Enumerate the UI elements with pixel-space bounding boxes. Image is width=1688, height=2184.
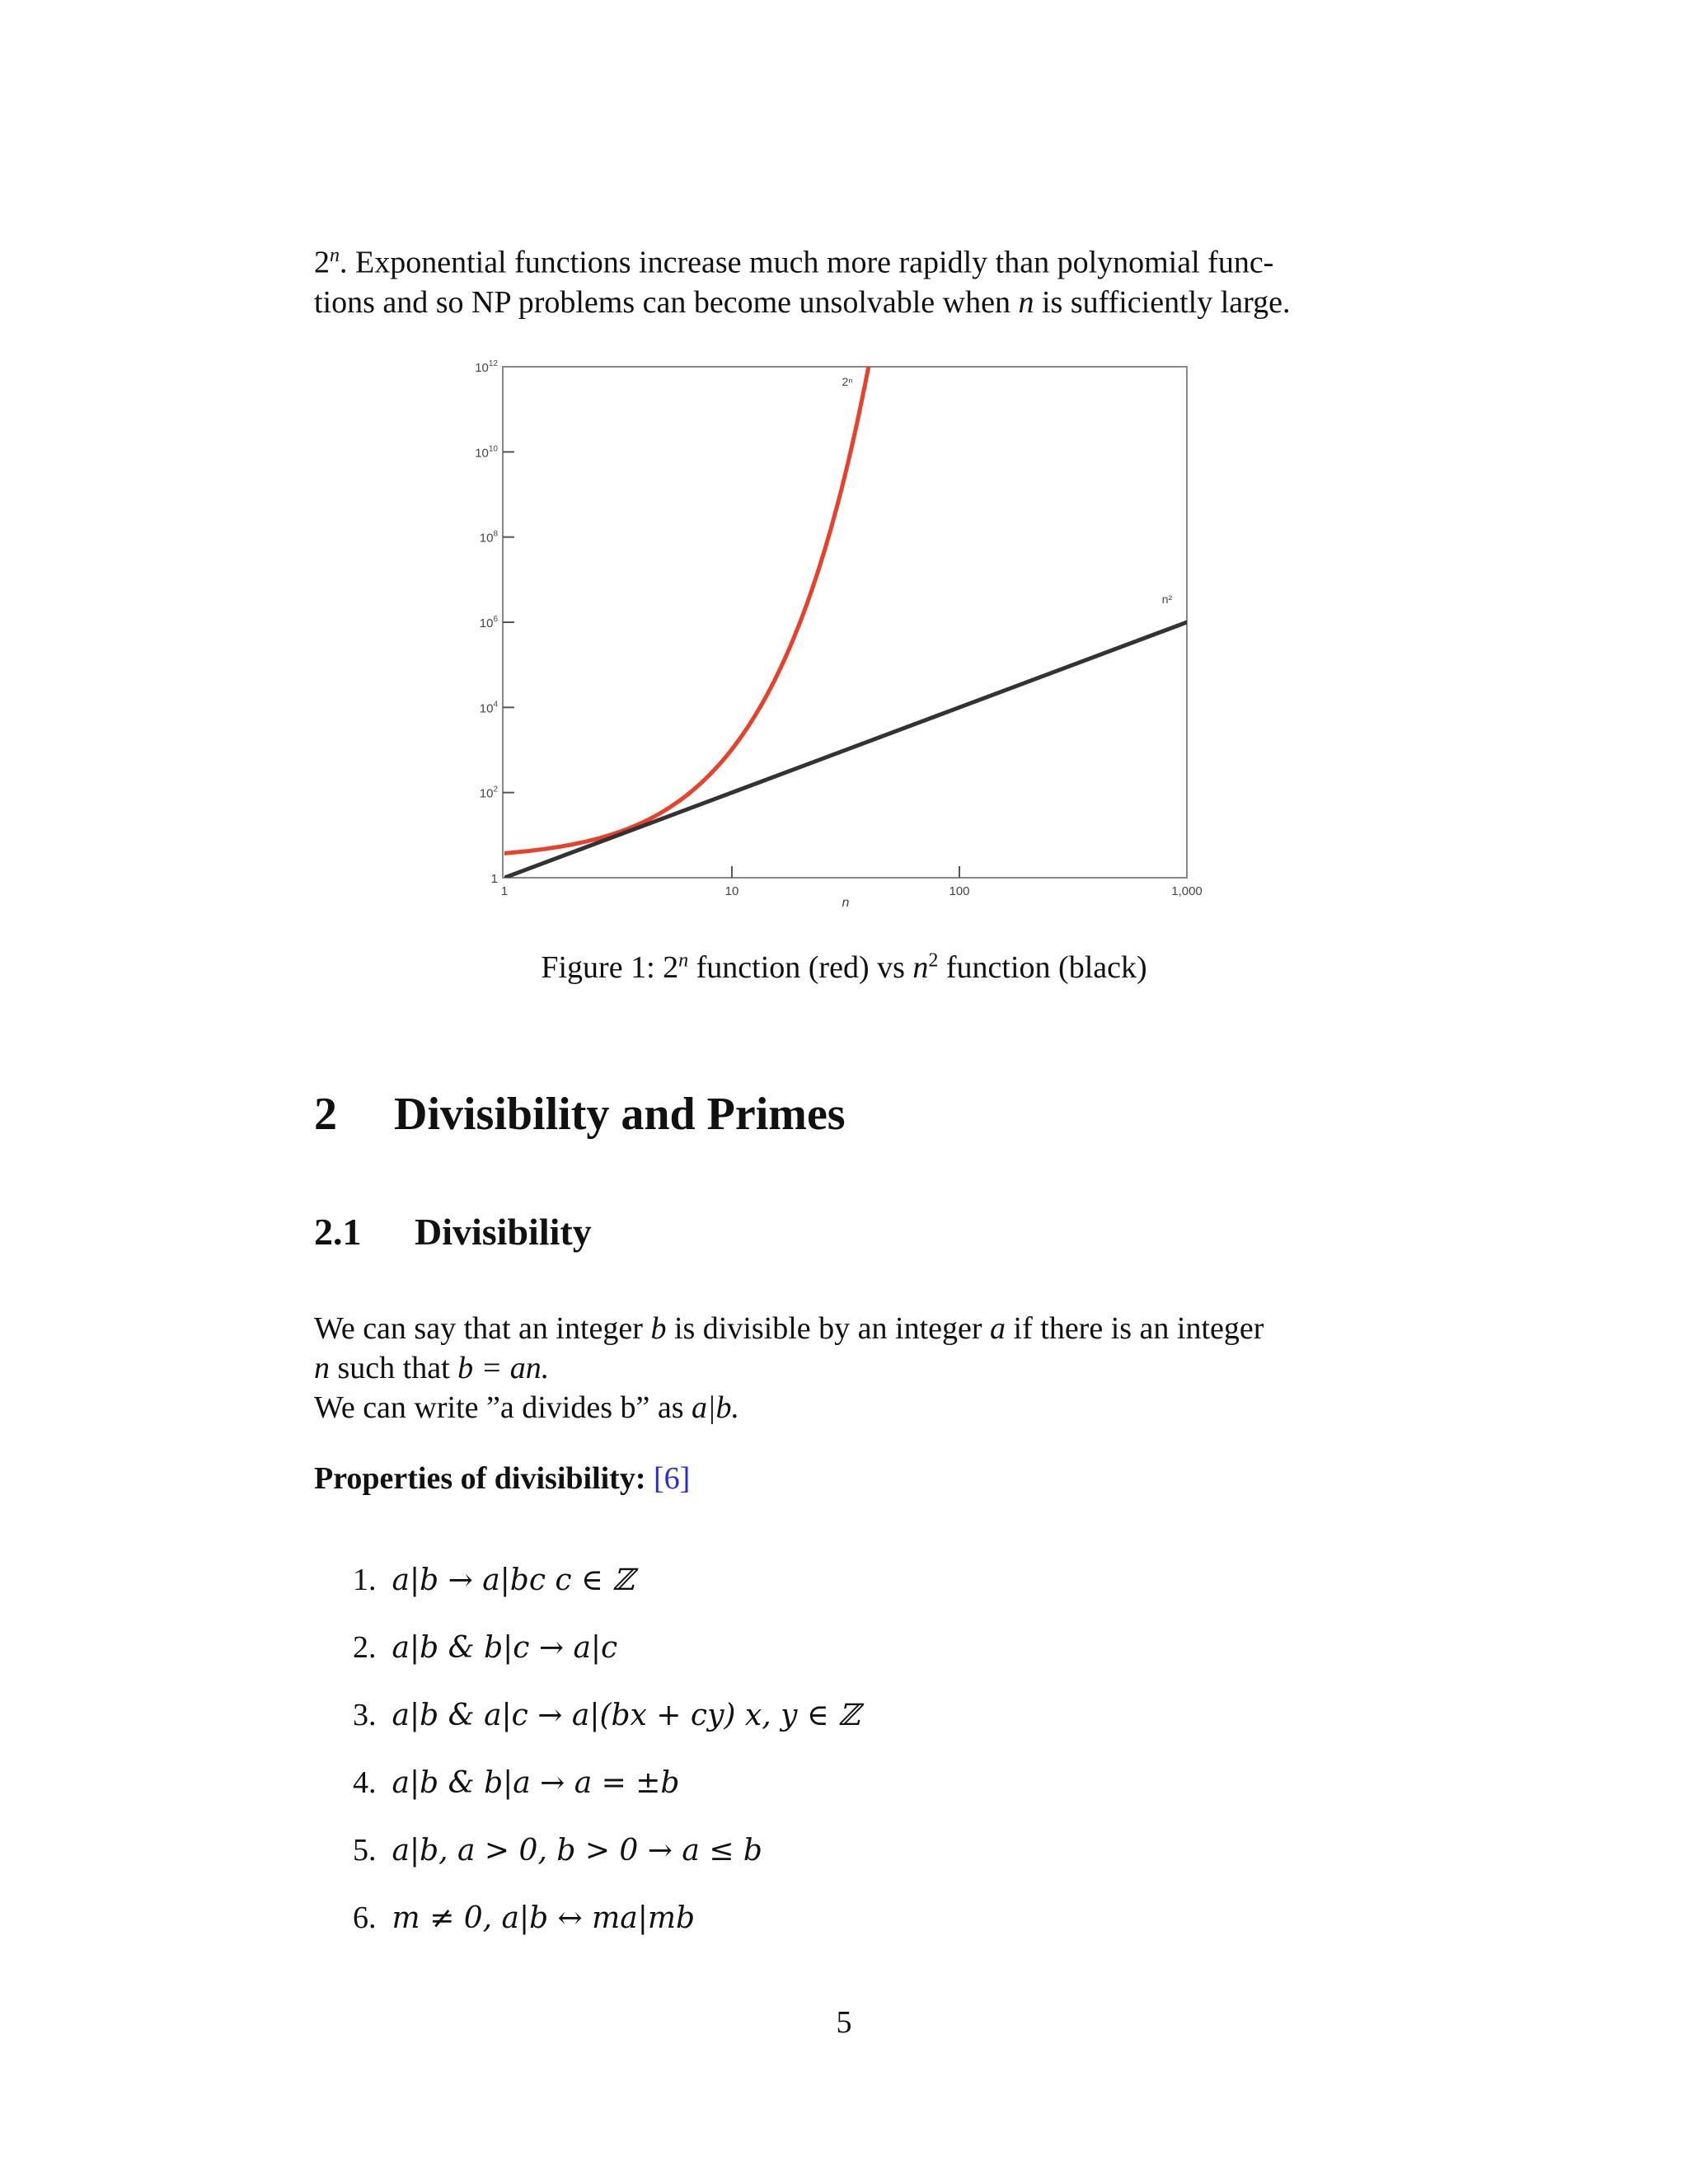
x-axis-ticks — [501, 866, 1203, 898]
caption-exponent-1: n — [678, 949, 689, 972]
def-text: if there is an integer — [1006, 1311, 1264, 1346]
caption-text-3: function (black) — [938, 950, 1147, 985]
def-var-b: b — [650, 1311, 667, 1346]
subsection-heading — [314, 1210, 592, 1254]
property-item — [353, 1562, 634, 1598]
property-item — [353, 1900, 695, 1936]
intro-base: 2 — [314, 245, 330, 280]
item-expression: a|b, a > 0, b > 0 → a ≤ b — [392, 1834, 762, 1868]
section-heading — [314, 1088, 846, 1141]
series-label-quadratic: n² — [1161, 593, 1173, 606]
series-label-exponential: 2ⁿ — [842, 375, 853, 388]
y-tick-label: $10^{12}$ — [475, 359, 498, 375]
x-tick-label: 1,000 — [1171, 884, 1203, 898]
y-tick-label: $10^6$ — [479, 615, 498, 630]
subsection-title: Divisibility — [415, 1211, 592, 1253]
definition-line-1 — [314, 1309, 1377, 1348]
quadratic-series-line — [504, 622, 1187, 878]
properties-label: Properties of divisibility: — [314, 1461, 646, 1496]
intro-exponent: n — [330, 245, 340, 266]
x-axis-label: n — [842, 896, 850, 910]
y-tick-label: $10^4$ — [479, 700, 498, 716]
caption-exponent-2: 2 — [928, 949, 939, 972]
definition-paragraph — [314, 1309, 1377, 1427]
def-var-a: a — [990, 1311, 1006, 1346]
def-text: We can say that an integer — [314, 1311, 651, 1346]
y-axis-ticks — [475, 359, 514, 886]
subsection-number: 2.1 — [314, 1211, 362, 1253]
intro-text-1: . Exponential functions increase much more rapidly than polynomial func- — [340, 245, 1274, 280]
growth-chart — [453, 354, 1212, 923]
intro-line-1 — [314, 236, 1377, 283]
caption-text-1: Figure 1: 2 — [541, 950, 679, 985]
figure-caption — [0, 949, 1688, 986]
def-notation: a|b. — [692, 1390, 739, 1425]
item-number: 6. — [353, 1900, 377, 1935]
section-title: Divisibility and Primes — [394, 1089, 846, 1140]
property-item — [353, 1765, 679, 1801]
y-tick-label: $10^{10}$ — [475, 444, 498, 461]
def-var-n: n — [314, 1351, 330, 1385]
item-expression: a|b → a|bc c ∈ ℤ — [392, 1563, 635, 1597]
caption-text-2: function (red) vs — [688, 950, 913, 985]
citation-link[interactable]: [6] — [654, 1461, 691, 1496]
intro-line-2 — [314, 283, 1377, 322]
item-number: 2. — [353, 1630, 377, 1665]
intro-text-2: tions and so NP problems can become unsolvable when — [314, 284, 1019, 320]
item-number: 5. — [353, 1833, 377, 1868]
def-text: We can write ”a divides b” as — [314, 1390, 692, 1425]
property-item — [353, 1629, 617, 1666]
property-item — [353, 1832, 762, 1868]
x-tick-label: 10 — [724, 884, 739, 898]
def-text: is divisible by an integer — [666, 1311, 991, 1346]
definition-line-2 — [314, 1348, 1377, 1388]
item-expression: a|b & b|a → a = ±b — [392, 1766, 680, 1800]
item-number: 3. — [353, 1698, 377, 1732]
intro-paragraph — [314, 236, 1377, 322]
item-number: 4. — [353, 1765, 377, 1800]
definition-line-3 — [314, 1388, 1377, 1427]
item-expression: m ≠ 0, a|b ↔ ma|mb — [392, 1901, 696, 1935]
def-text: such that — [330, 1351, 458, 1385]
intro-text-3: is sufficiently large. — [1034, 284, 1291, 320]
y-tick-label: $10^8$ — [479, 529, 498, 546]
series-lines — [504, 354, 1187, 878]
item-expression: a|b & b|c → a|c — [392, 1631, 618, 1665]
page-number: 5 — [836, 2005, 852, 2040]
def-equation: b = an. — [457, 1351, 550, 1385]
properties-heading — [314, 1460, 690, 1497]
section-number: 2 — [314, 1089, 337, 1140]
item-expression: a|b & a|c → a|(bx + cy) x, y ∈ ℤ — [392, 1699, 860, 1732]
item-number: 1. — [353, 1563, 377, 1597]
exponential-series-line — [504, 354, 880, 853]
y-tick-label: $10^2$ — [479, 785, 498, 801]
property-item — [353, 1697, 860, 1733]
y-tick-label: 1 — [490, 872, 498, 886]
caption-variable: n — [912, 950, 929, 985]
plot-frame — [503, 367, 1187, 878]
x-tick-label: 1 — [500, 884, 509, 898]
x-tick-label: 100 — [949, 884, 970, 898]
intro-variable: n — [1018, 284, 1034, 320]
